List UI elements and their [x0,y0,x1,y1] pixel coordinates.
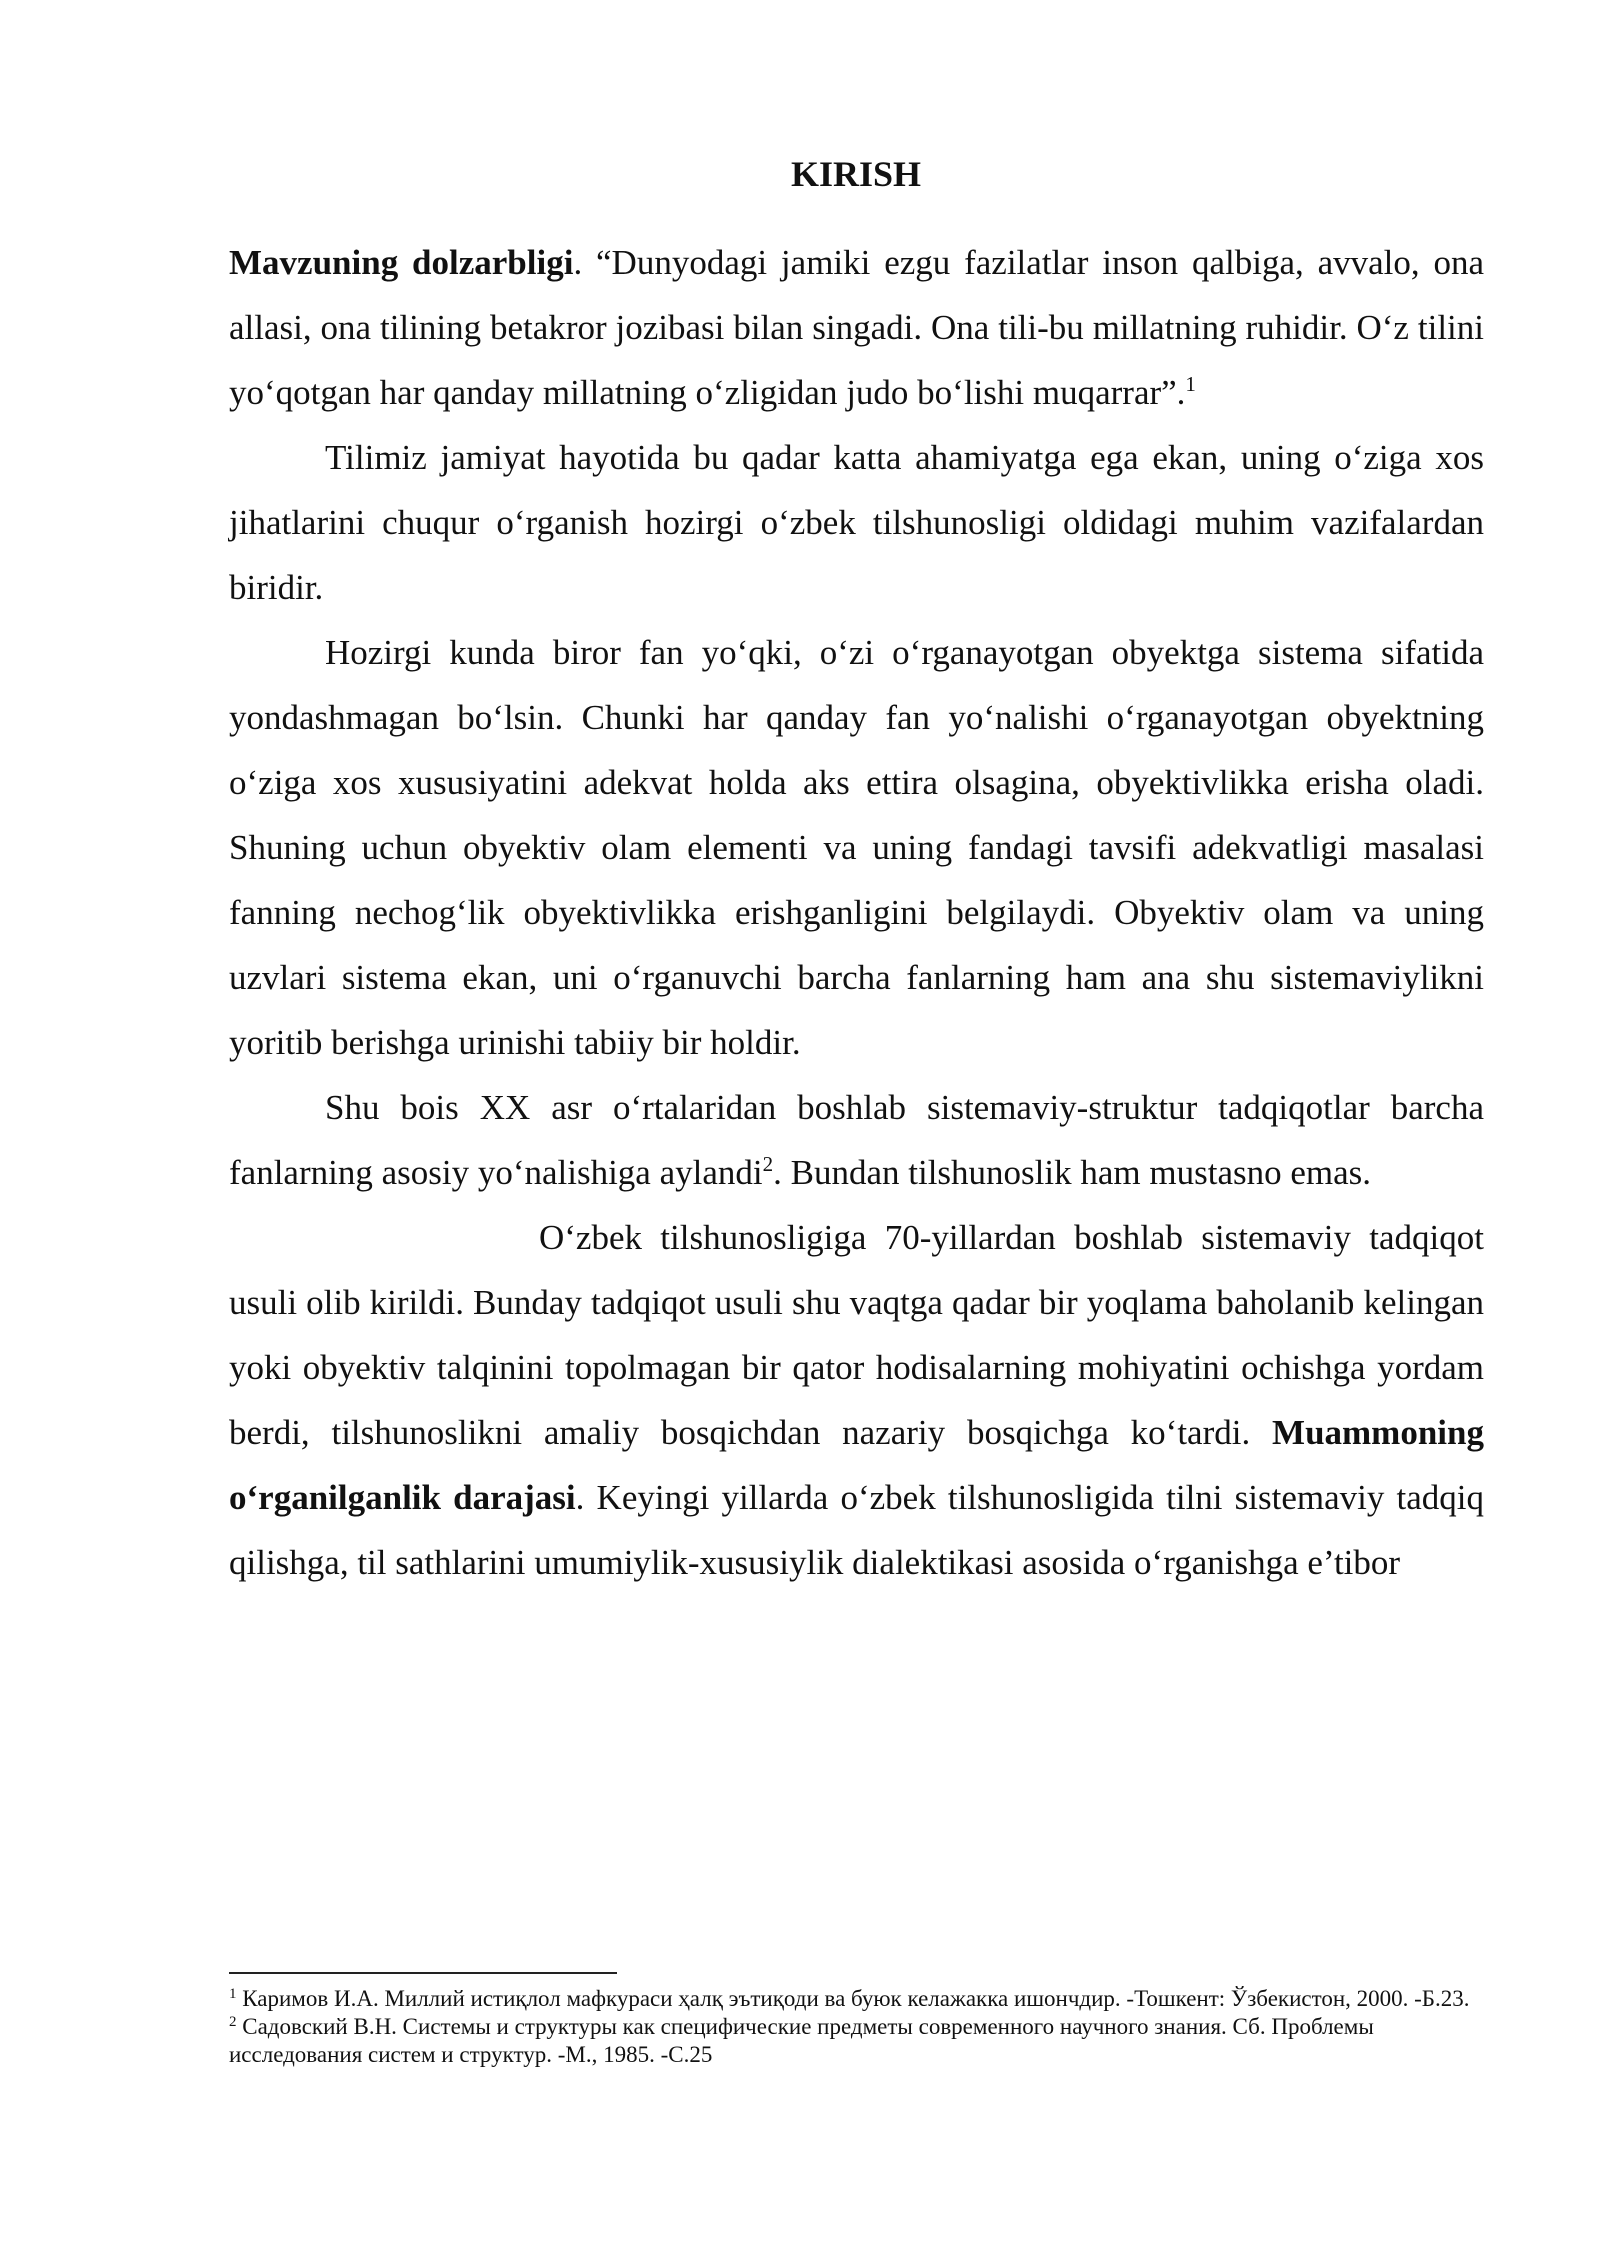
relevance-text: . “Dunyodagi jamiki ezgu fazilatlar inson qalbiga, avvalo, ona allasi, ona tilining betakror jozibasi bilan singadi. Ona tili-bu millatning ruhidir. O‘z tilini yo‘qotgan har qanday millatning o‘zligidan judo bo‘lishi muqarrar”. [229,243,1485,412]
footnote-mark-2: 2 [229,2014,237,2030]
footnote-separator [229,1972,617,1974]
footnote-1-text: Каримов И.А. Миллий истиқлол мафкураси ҳалқ эътиқоди ва буюк келажакка ишончдир. -Тошкент: Ўзбекистон, 2000. -Б.23. [242,1986,1470,2011]
paragraph-2: Tilimiz jamiyat hayotida bu qadar katta ahamiyatga ega ekan, uning o‘ziga xos jihatlarini chuqur o‘rganish hozirgi o‘zbek tilshunosligi oldidagi muhim vazifalardan biridir. [229,438,1484,607]
paragraph-4-text-b: . Bundan tilshunoslik ham mustasno emas. [773,1153,1372,1192]
footnote-ref-1[interactable]: 1 [1185,372,1196,396]
page-heading: KIRISH [790,154,922,194]
paragraph-4-text-a: Shu bois XX asr o‘rtalaridan boshlab sistemaviy-struktur tadqiqotlar barcha fanlarning asosiy yo‘nalishiga aylandi [229,1088,1484,1192]
footnote-2 [229,2013,1484,2069]
study-degree-label: Muammoning o‘rganilganlik darajasi [229,1413,1484,1517]
paragraph-5-text-a: O‘zbek tilshunosligiga 70-yillardan boshlab sistemaviy tadqiqot usuli olib kirildi. Bunday tadqiqot usuli shu vaqtga qadar bir yoqlama baholanib kelingan yoki obyektiv talqinini topolmagan bir qator hodisalarning mohiyatini ochishga yordam berdi, tilshunoslikni amaliy bosqichdan nazariy bosqichga ko‘tardi. [229,1218,1484,1452]
paragraph-5 [229,1205,1484,1595]
body-text [229,230,1484,1595]
footnote-1 [229,1985,1484,2013]
footnote-ref-2[interactable]: 2 [762,1152,774,1176]
footnote-mark-1: 1 [229,1986,237,2002]
relevance-label: Mavzuning dolzarbligi [229,243,574,282]
paragraph-4 [229,1075,1484,1205]
paragraph-relevance [229,230,1484,425]
footnote-2-text: Садовский В.Н. Системы и структуры как специфические предметы современного научного знания. Сб. Проблемы исследования систем и структур. -М., 1985. -С.25 [229,2014,1374,2067]
footnotes [229,1985,1484,2069]
paragraph-3: Hozirgi kunda biror fan yo‘qki, o‘zi o‘rganayotgan obyektga sistema sifatida yondashmagan bo‘lsin. Chunki har qanday fan yo‘nalishi o‘rganayotgan obyektning o‘ziga xos xususiyatini adekvat holda aks ettira olsagina, obyektivlikka erisha oladi. Shuning uchun obyektiv olam elementi va uning fandagi tavsifi adekvatligi masalasi fanning nechog‘lik obyektivlikka erishganligini belgilaydi. Obyektiv olam va uning uzvlari sistema ekan, uni o‘rganuvchi barcha fanlarning ham ana shu sistemaviylikni yoritib berishga urinishi tabiiy bir holdir. [229,633,1484,1062]
paragraph-5-text-b: . Keyingi yillarda o‘zbek tilshunosligida tilni sistemaviy tadqiq qilishga, til sathlarini umumiylik-xususiylik dialektikasi asosida o‘rganishga e’tibor [229,1478,1485,1582]
